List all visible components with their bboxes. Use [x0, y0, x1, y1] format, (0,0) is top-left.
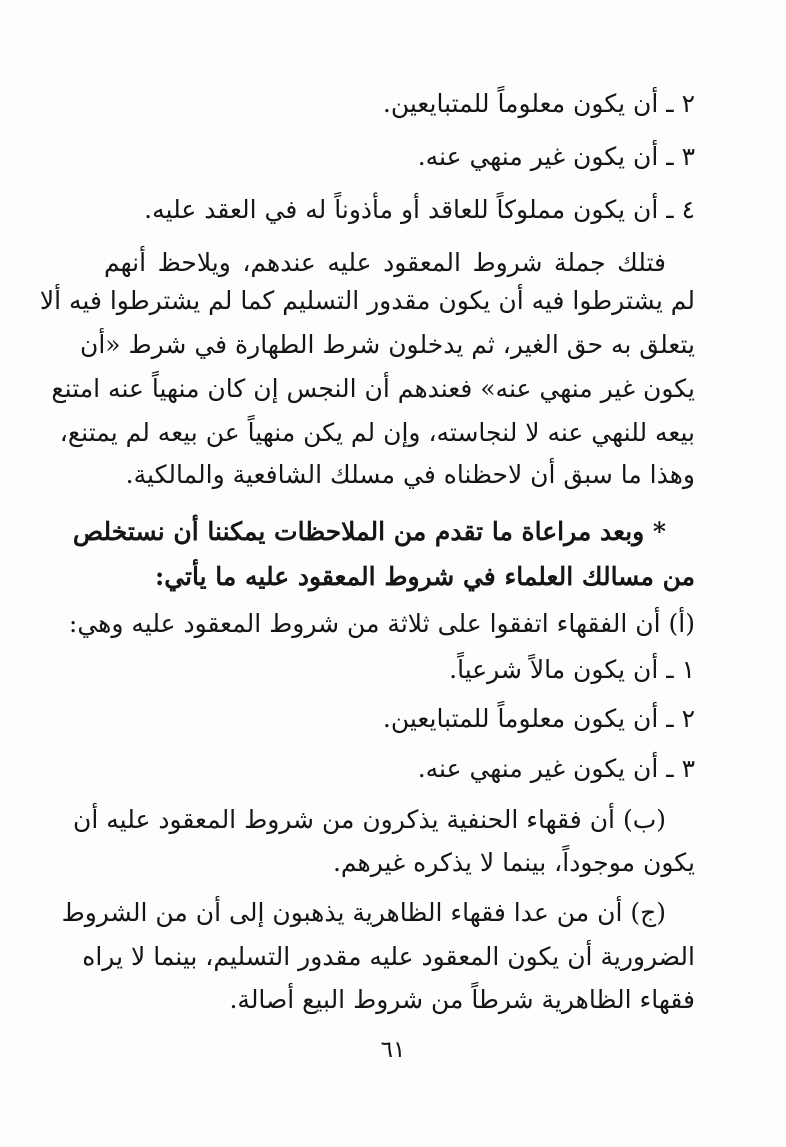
- paragraph-line: بيعه للنهي عنه لا لنجاسته، وإن لم يكن منهياً عن بيعه لم يمتنع،: [59, 418, 695, 447]
- summary-heading-line: * وبعد مراعاة ما تقدم من الملاحظات يمكننا أن نستخلص: [72, 517, 666, 546]
- paragraph-line: وهذا ما سبق أن لاحظناه في مسلك الشافعية والمالكية.: [125, 460, 695, 489]
- point-b-continuation: يكون موجوداً، بينما لا يذكره غيرهم.: [332, 848, 695, 877]
- paragraph-line: يكون غير منهي عنه» فعندهم أن النجس إن كان منهياً عنه امتنع: [51, 374, 695, 403]
- agreed-item-2: ٢ ـ أن يكون معلوماً للمتبايعين.: [382, 704, 695, 733]
- agreed-item-1: ١ ـ أن يكون مالاً شرعياً.: [449, 655, 695, 684]
- paragraph-line: لم يشترطوا فيه أن يكون مقدور التسليم كما لم يشترطوا فيه ألا: [39, 286, 695, 315]
- condition-item-4: ٤ ـ أن يكون مملوكاً للعاقد أو مأذوناً له في العقد عليه.: [144, 195, 695, 224]
- point-c-continuation: فقهاء الظاهرية شرطاً من شروط البيع أصالة.: [229, 985, 695, 1014]
- point-b: (ب) أن فقهاء الحنفية يذكرون من شروط المعقود عليه أن: [73, 805, 666, 834]
- point-c-continuation: الضرورية أن يكون المعقود عليه مقدور التسليم، بينما لا يراه: [82, 942, 695, 971]
- page-number: ٦١: [380, 1037, 406, 1063]
- point-c: (ج) أن من عدا فقهاء الظاهرية يذهبون إلى أن من الشروط: [61, 898, 666, 927]
- point-a: (أ) أن الفقهاء اتفقوا على ثلاثة من شروط المعقود عليه وهي:: [68, 609, 695, 638]
- paragraph-line: يتعلق به حق الغير، ثم يدخلون شرط الطهارة في شرط «أن: [79, 330, 695, 359]
- summary-heading-line: من مسالك العلماء في شروط المعقود عليه ما يأتي:: [154, 562, 695, 591]
- condition-item-3: ٣ ـ أن يكون غير منهي عنه.: [417, 142, 695, 171]
- agreed-item-3: ٣ ـ أن يكون غير منهي عنه.: [417, 754, 695, 783]
- paragraph-line: فتلك جملة شروط المعقود عليه عندهم، ويلاحظ أنهم: [104, 248, 666, 277]
- condition-item-2: ٢ ـ أن يكون معلوماً للمتبايعين.: [382, 89, 695, 118]
